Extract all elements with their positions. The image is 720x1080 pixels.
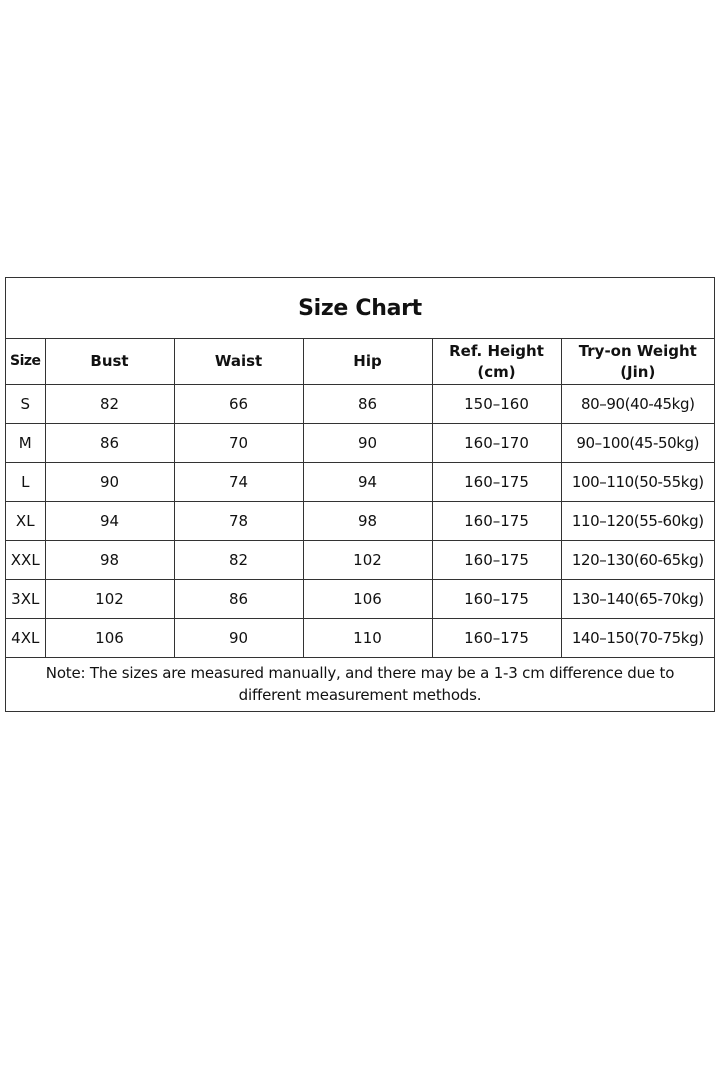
cell-size: XXL (6, 541, 45, 580)
title-row (6, 278, 714, 339)
cell-size: 4XL (6, 619, 45, 658)
table-row (6, 541, 714, 580)
header-size: Size (6, 339, 45, 385)
cell-ref-height: 160–175 (432, 580, 561, 619)
cell-ref-height: 160–175 (432, 541, 561, 580)
note: Note: The sizes are measured manually, and there may be a 1-3 cm difference due to different measurement methods. (45, 663, 675, 704)
cell-waist: 74 (174, 463, 303, 502)
cell-bust: 98 (45, 541, 174, 580)
cell-bust: 82 (45, 385, 174, 424)
cell-bust: 106 (45, 619, 174, 658)
cell-try-on-weight: 140–150(70-75kg) (561, 619, 714, 658)
cell-size: M (6, 424, 45, 463)
cell-size: XL (6, 502, 45, 541)
cell-waist: 66 (174, 385, 303, 424)
cell-hip: 86 (303, 385, 432, 424)
table-row (6, 424, 714, 463)
header-ref-height: Ref. Height (cm) (432, 339, 561, 385)
cell-ref-height: 160–175 (432, 463, 561, 502)
cell-try-on-weight: 130–140(65-70kg) (561, 580, 714, 619)
cell-size: L (6, 463, 45, 502)
cell-bust: 102 (45, 580, 174, 619)
cell-waist: 78 (174, 502, 303, 541)
cell-ref-height: 160–175 (432, 502, 561, 541)
cell-bust: 94 (45, 502, 174, 541)
table-row (6, 502, 714, 541)
cell-bust: 90 (45, 463, 174, 502)
cell-ref-height: 150–160 (432, 385, 561, 424)
table-row (6, 385, 714, 424)
cell-hip: 102 (303, 541, 432, 580)
chart-title: Size Chart (298, 295, 422, 321)
cell-ref-height: 160–175 (432, 619, 561, 658)
cell-try-on-weight: 100–110(50-55kg) (561, 463, 714, 502)
header-try-on-weight: Try-on Weight (Jin) (561, 339, 714, 385)
cell-hip: 110 (303, 619, 432, 658)
cell-waist: 90 (174, 619, 303, 658)
header-waist: Waist (174, 339, 303, 385)
table-row (6, 463, 714, 502)
cell-hip: 94 (303, 463, 432, 502)
size-table (6, 339, 714, 658)
table-body (6, 385, 714, 658)
cell-try-on-weight: 120–130(60-65kg) (561, 541, 714, 580)
cell-hip: 98 (303, 502, 432, 541)
cell-waist: 86 (174, 580, 303, 619)
header-row (6, 339, 714, 385)
cell-ref-height: 160–170 (432, 424, 561, 463)
cell-bust: 86 (45, 424, 174, 463)
cell-waist: 82 (174, 541, 303, 580)
table-row (6, 619, 714, 658)
cell-try-on-weight: 90–100(45-50kg) (561, 424, 714, 463)
cell-try-on-weight: 110–120(55-60kg) (561, 502, 714, 541)
cell-hip: 90 (303, 424, 432, 463)
header-bust: Bust (45, 339, 174, 385)
size-chart (5, 277, 715, 712)
header-hip: Hip (303, 339, 432, 385)
cell-size: 3XL (6, 580, 45, 619)
table-row (6, 580, 714, 619)
cell-size: S (6, 385, 45, 424)
cell-waist: 70 (174, 424, 303, 463)
cell-hip: 106 (303, 580, 432, 619)
cell-try-on-weight: 80–90(40-45kg) (561, 385, 714, 424)
